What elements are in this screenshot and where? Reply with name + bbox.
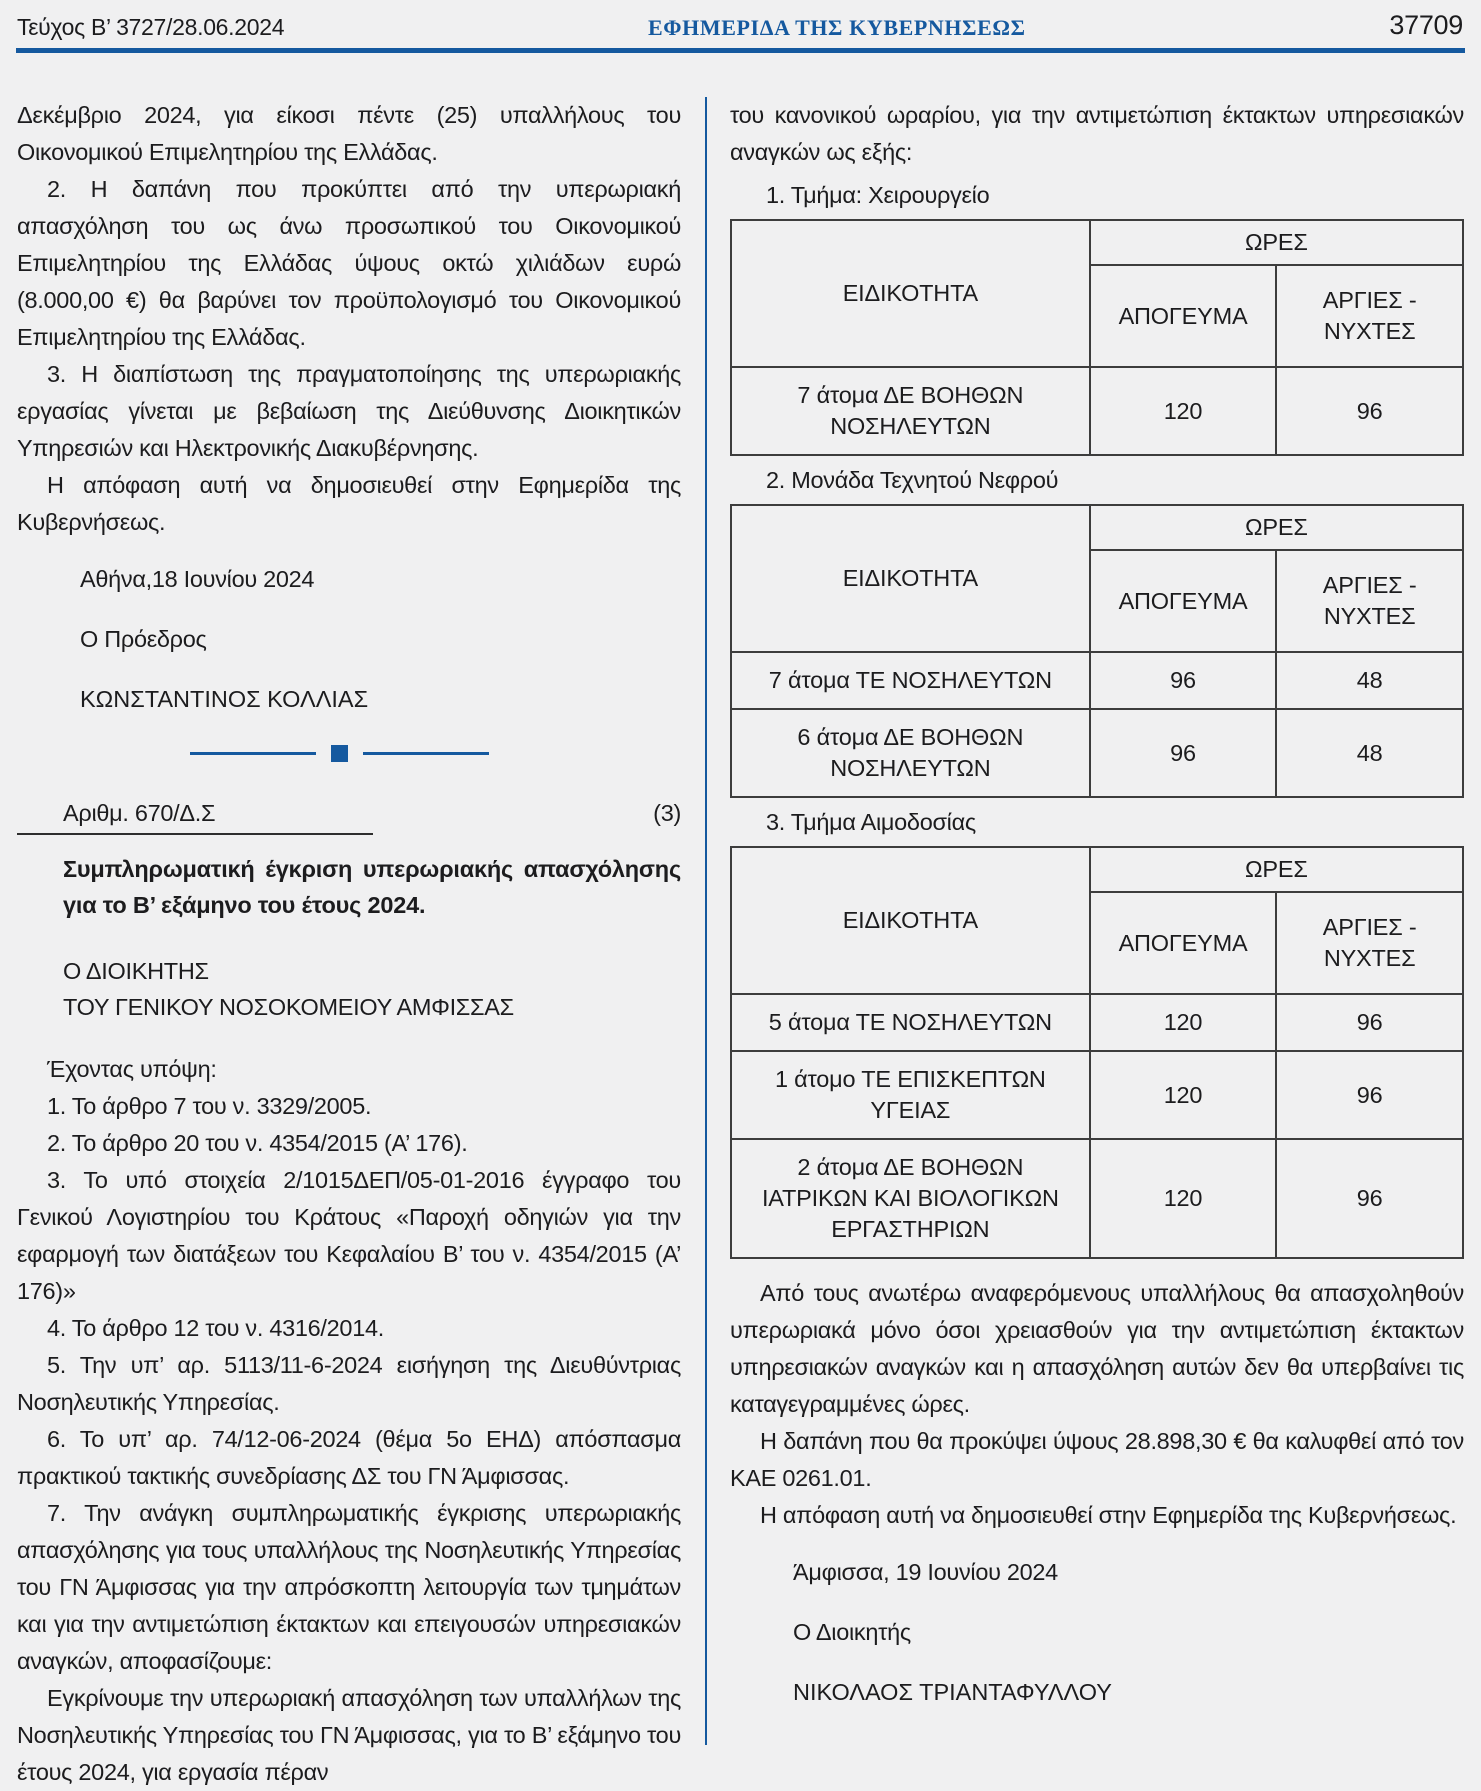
- paragraph: Δεκέμβριο 2024, για είκοσι πέντε (25) υπαλλήλους του Οικονομικού Επιμελητηρίου της Ελλάδας.: [17, 102, 681, 165]
- paragraph: 2. Η δαπάνη που προκύπτει από την υπερωριακή απασχόληση του ως άνω προσωπικού του Οικονομικού Επιμελητηρίου της Ελλάδας ύψους οκτώ χιλιάδων ευρώ (8.000,00 €) θα βαρύνει τον προϋπολογισμό του Οικονομικού Επιμελητηρίου της Ελλάδας.: [17, 176, 681, 350]
- col-header-holidays-nights: ΑΡΓΙΕΣ - ΝΥΧΤΕΣ: [1276, 550, 1463, 652]
- table-row: [731, 1139, 1463, 1258]
- having-regard-label: Έχοντας υπόψη:: [47, 1056, 217, 1082]
- cell-specialty: 6 άτομα ΔΕ ΒΟΗΘΩΝ ΝΟΣΗΛΕΥΤΩΝ: [731, 709, 1090, 797]
- col-header-hours: ΩΡΕΣ: [1090, 220, 1463, 265]
- table-row: [731, 994, 1463, 1051]
- approval-paragraph: Εγκρίνουμε την υπερωριακή απασχόληση των υπαλλήλων της Νοσηλευτικής Υπηρεσίας του ΓΝ Άμφισσας, για το Β’ εξάμηνο του έτους 2024, για εργασία πέραν: [17, 1685, 681, 1785]
- table-row: [731, 367, 1463, 455]
- signature-name: ΚΩΝΣΤΑΝΤΙΝΟΣ ΚΟΛΛΙΑΣ: [80, 686, 369, 712]
- gazette-issue-label: Τεύχος Β’ 3727/28.06.2024: [17, 14, 285, 40]
- table-row: [731, 652, 1463, 709]
- decision-number: Αριθμ. 670/Δ.Σ: [63, 800, 216, 826]
- signature-role: Ο Διοικητής: [793, 1619, 911, 1645]
- section-heading: 1. Τμήμα: Χειρουργείο: [766, 182, 990, 208]
- consideration-item: 2. Το άρθρο 20 του ν. 4354/2015 (Α’ 176).: [47, 1130, 468, 1156]
- decision-title: Συμπληρωματική έγκριση υπερωριακής απασχόλησης για το Β’ εξάμηνο του έτους 2024.: [63, 856, 681, 918]
- col-header-specialty: ΕΙΔΙΚΟΤΗΤΑ: [731, 847, 1090, 994]
- consideration-item: 7. Την ανάγκη συμπληρωματικής έγκρισης υπερωριακής απασχόλησης για τους υπαλλήλους της Νοσηλευτικής Υπηρεσίας του ΓΝ Άμφισσας για την απρόσκοπτη λειτουργία των τμημάτων και για την αντιμετώπιση έκτακτων και επειγουσών υπηρεσιακών αναγκών, αποφασίζουμε:: [17, 1500, 681, 1674]
- authority-line: ΤΟΥ ΓΕΝΙΚΟΥ ΝΟΣΟΚΟΜΕΙΟΥ ΑΜΦΙΣΣΑΣ: [63, 994, 514, 1020]
- decision-number-row: [17, 798, 681, 828]
- divider-square-icon: [331, 745, 348, 762]
- col-header-specialty: ΕΙΔΙΚΟΤΗΤΑ: [731, 505, 1090, 652]
- issuing-authority: [63, 953, 681, 1025]
- header-rule: [16, 48, 1465, 53]
- cell-holidays-nights-hours: 96: [1276, 1139, 1463, 1258]
- overtime-table-surgery: [730, 219, 1464, 456]
- cell-specialty: 7 άτομα ΤΕ ΝΟΣΗΛΕΥΤΩΝ: [731, 652, 1090, 709]
- signature-role: Ο Πρόεδρος: [80, 626, 207, 652]
- signature-name: ΝΙΚΟΛΑΟΣ ΤΡΙΑΝΤΑΦΥΛΛΟΥ: [793, 1679, 1112, 1705]
- cell-afternoon-hours: 96: [1090, 652, 1277, 709]
- section-divider: [17, 745, 661, 762]
- cell-afternoon-hours: 120: [1090, 994, 1277, 1051]
- cell-holidays-nights-hours: 96: [1276, 367, 1463, 455]
- authority-line: Ο ΔΙΟΙΚΗΤΗΣ: [63, 958, 209, 984]
- col-header-afternoon: ΑΠΟΓΕΥΜΑ: [1090, 550, 1277, 652]
- consideration-item: 1. Το άρθρο 7 του ν. 3329/2005.: [47, 1093, 372, 1119]
- col-header-specialty: ΕΙΔΙΚΟΤΗΤΑ: [731, 220, 1090, 367]
- cell-specialty: 1 άτομο ΤΕ ΕΠΙΣΚΕΠΤΩΝ ΥΓΕΙΑΣ: [731, 1051, 1090, 1139]
- paragraph: του κανονικού ωραρίου, για την αντιμετώπιση έκτακτων υπηρεσιακών αναγκών ως εξής:: [730, 102, 1464, 165]
- left-column: [17, 97, 705, 1785]
- col-header-hours: ΩΡΕΣ: [1090, 847, 1463, 892]
- page-number: 37709: [1389, 10, 1463, 40]
- col-header-holidays-nights: ΑΡΓΙΕΣ - ΝΥΧΤΕΣ: [1276, 892, 1463, 994]
- cell-afternoon-hours: 120: [1090, 1139, 1277, 1258]
- col-header-afternoon: ΑΠΟΓΕΥΜΑ: [1090, 892, 1277, 994]
- paragraph: 3. Η διαπίστωση της πραγματοποίησης της υπερωριακής εργασίας γίνεται με βεβαίωση της Διεύθυνσης Διοικητικών Υπηρεσιών και Ηλεκτρονικής Διακυβέρνησης.: [17, 361, 681, 461]
- decision-index: (3): [653, 800, 681, 826]
- signature-place-date: Αθήνα,18 Ιουνίου 2024: [80, 566, 315, 592]
- signature-block: [80, 565, 681, 713]
- consideration-item: 4. Το άρθρο 12 του ν. 4316/2014.: [47, 1315, 384, 1341]
- signature-place-date: Άμφισσα, 19 Ιουνίου 2024: [793, 1559, 1058, 1585]
- paragraph: Η απόφαση αυτή να δημοσιευθεί στην Εφημερίδα της Κυβερνήσεως.: [760, 1502, 1457, 1528]
- col-header-hours: ΩΡΕΣ: [1090, 505, 1463, 550]
- considerations: [17, 1051, 681, 1791]
- page-header: [0, 0, 1481, 48]
- paragraph: Η απόφαση αυτή να δημοσιευθεί στην Εφημερίδα της Κυβερνήσεως.: [17, 472, 681, 535]
- cell-holidays-nights-hours: 48: [1276, 652, 1463, 709]
- decision-number-rule: [17, 833, 373, 835]
- paragraph: Από τους ανωτέρω αναφερόμενους υπαλλήλους θα απασχοληθούν υπερωριακά μόνο όσοι χρειασθούν για την αντιμετώπιση έκτακτων υπηρεσιακών αναγκών και η απασχόληση αυτών δεν θα υπερβαίνει τις καταγεγραμμένες ώρες.: [730, 1280, 1464, 1417]
- consideration-item: 5. Την υπ’ αρ. 5113/11-6-2024 εισήγηση της Διευθύντριας Νοσηλευτικής Υπηρεσίας.: [17, 1352, 681, 1415]
- overtime-table-blood-donation: [730, 846, 1464, 1259]
- gazette-title: ΕΦΗΜΕΡΙΔΑ ΤΗΣ ΚΥΒΕΡΝΗΣΕΩΣ: [648, 15, 1026, 40]
- cell-holidays-nights-hours: 48: [1276, 709, 1463, 797]
- cell-holidays-nights-hours: 96: [1276, 1051, 1463, 1139]
- right-column: [707, 97, 1464, 1745]
- cell-specialty: 7 άτομα ΔΕ ΒΟΗΘΩΝ ΝΟΣΗΛΕΥΤΩΝ: [731, 367, 1090, 455]
- overtime-table-dialysis: [730, 504, 1464, 798]
- section-heading: 2. Μονάδα Τεχνητού Νεφρού: [766, 467, 1059, 493]
- consideration-item: 6. Το υπ’ αρ. 74/12-06-2024 (θέμα 5ο ΕΗΔ) απόσπασμα πρακτικού τακτικής συνεδρίασης ΔΣ του ΓΝ Άμφισσας.: [17, 1426, 681, 1489]
- page-body: [17, 97, 1464, 1785]
- consideration-item: 3. Το υπό στοιχεία 2/1015ΔΕΠ/05-01-2016 έγγραφο του Γενικού Λογιστηρίου του Κράτους «Παροχή οδηγιών για την εφαρμογή των διατάξεων του Κεφαλαίου Β’ του ν. 4354/2015 (Α’ 176)»: [17, 1167, 681, 1304]
- cell-afternoon-hours: 120: [1090, 367, 1277, 455]
- table-row: [731, 1051, 1463, 1139]
- divider-line: [190, 752, 316, 755]
- divider-line: [363, 752, 489, 755]
- section-heading: 3. Τμήμα Αιμοδοσίας: [766, 809, 976, 835]
- col-header-afternoon: ΑΠΟΓΕΥΜΑ: [1090, 265, 1277, 367]
- signature-block: [793, 1558, 1464, 1706]
- cell-specialty: 2 άτομα ΔΕ ΒΟΗΘΩΝ ΙΑΤΡΙΚΩΝ ΚΑΙ ΒΙΟΛΟΓΙΚΩΝ ΕΡΓΑΣΤΗΡΙΩΝ: [731, 1139, 1090, 1258]
- cell-afternoon-hours: 96: [1090, 709, 1277, 797]
- col-header-holidays-nights: ΑΡΓΙΕΣ - ΝΥΧΤΕΣ: [1276, 265, 1463, 367]
- cell-afternoon-hours: 120: [1090, 1051, 1277, 1139]
- table-row: [731, 709, 1463, 797]
- closing-paragraphs: [730, 1275, 1464, 1534]
- cell-holidays-nights-hours: 96: [1276, 994, 1463, 1051]
- cell-specialty: 5 άτομα ΤΕ ΝΟΣΗΛΕΥΤΩΝ: [731, 994, 1090, 1051]
- paragraph: Η δαπάνη που θα προκύψει ύψους 28.898,30 € θα καλυφθεί από τον ΚΑΕ 0261.01.: [730, 1428, 1464, 1491]
